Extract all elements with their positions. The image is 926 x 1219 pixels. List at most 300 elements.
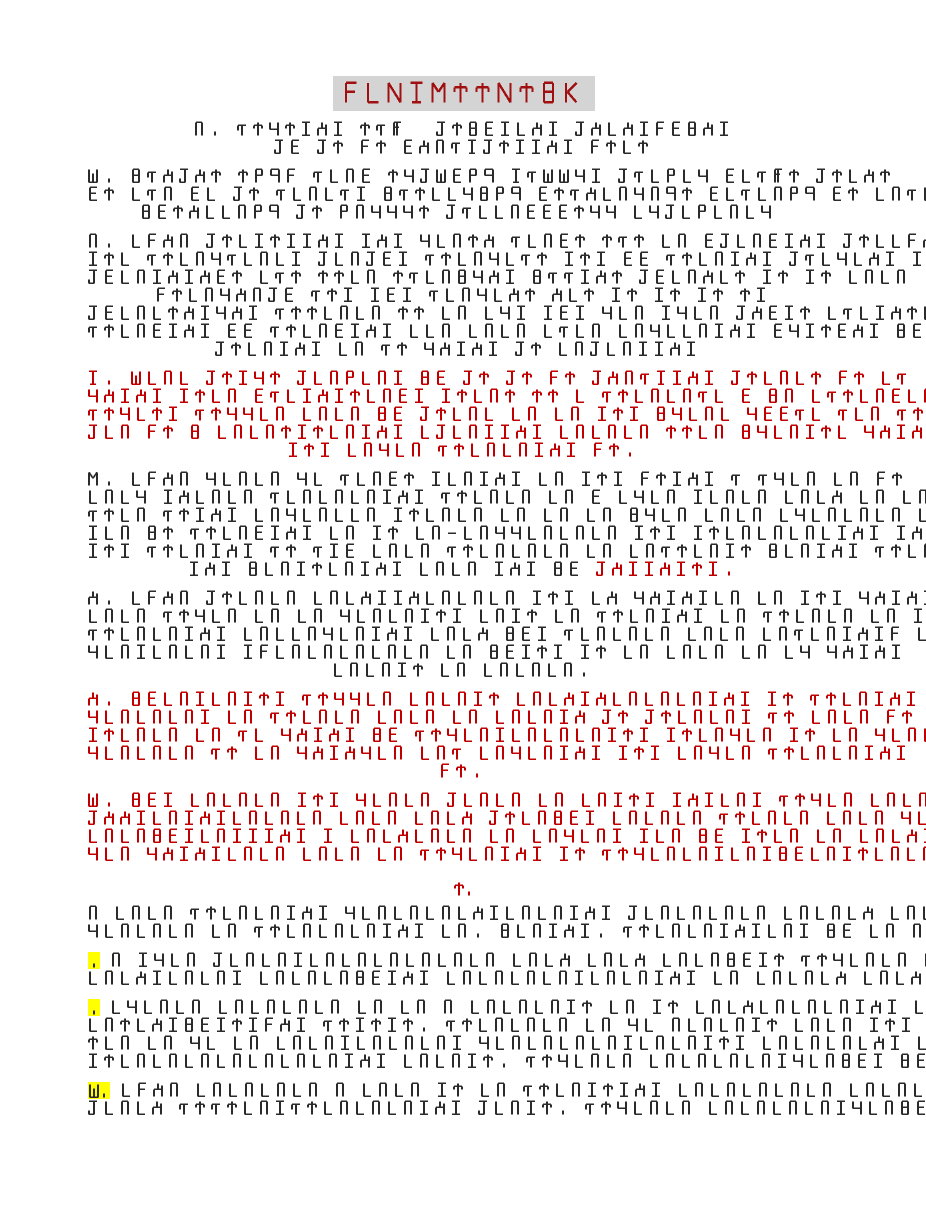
glyph-token <box>489 810 499 826</box>
glyph-token <box>232 970 242 986</box>
glyph-token <box>340 186 350 202</box>
glyph-token <box>735 1035 745 1051</box>
glyph-token <box>205 561 215 577</box>
glyph-token <box>381 662 391 678</box>
glyph-token <box>457 489 467 505</box>
glyph-token <box>318 233 328 249</box>
glyph-token <box>184 970 194 986</box>
glyph-token <box>195 727 205 743</box>
glyph-token <box>184 626 194 642</box>
word-space <box>682 489 693 490</box>
glyph-token <box>440 341 450 357</box>
word-space <box>816 305 827 306</box>
glyph-token <box>644 691 654 707</box>
glyph-token <box>318 406 328 422</box>
glyph-token <box>152 970 162 986</box>
glyph-token <box>483 139 493 155</box>
glyph-token <box>618 709 628 725</box>
word-space <box>398 323 409 324</box>
word-space <box>541 287 552 288</box>
glyph-token <box>227 923 237 939</box>
glyph-token <box>370 287 380 303</box>
glyph-token <box>147 233 157 249</box>
glyph-token <box>681 1053 691 1069</box>
glyph-token <box>120 828 130 844</box>
glyph-token <box>366 828 376 844</box>
glyph-token <box>874 626 884 642</box>
glyph-token <box>415 525 425 541</box>
glyph-token <box>773 186 783 202</box>
glyph-token <box>345 543 355 559</box>
word-space <box>885 323 896 324</box>
glyph-token <box>602 709 612 725</box>
glyph-token <box>131 233 141 249</box>
glyph-token <box>629 608 639 624</box>
glyph-token <box>698 424 708 440</box>
glyph-token <box>875 644 885 660</box>
glyph-token <box>833 952 843 968</box>
glyph-token <box>581 471 591 487</box>
glyph-token <box>811 388 821 404</box>
word-space <box>532 305 543 306</box>
word-space <box>435 204 446 205</box>
glyph-token <box>559 709 569 725</box>
glyph-token <box>627 287 637 303</box>
glyph-token <box>881 952 891 968</box>
glyph-token <box>880 168 890 184</box>
glyph-token <box>493 287 503 303</box>
glyph-token <box>446 204 456 220</box>
glyph-token <box>216 626 226 642</box>
glyph-token <box>318 323 328 339</box>
glyph-token <box>404 608 414 624</box>
glyph-token <box>628 810 638 826</box>
glyph-token <box>532 923 542 939</box>
glyph-token <box>136 970 146 986</box>
glyph-token <box>457 923 467 939</box>
title-letter-space <box>490 81 497 82</box>
glyph-token <box>767 810 777 826</box>
glyph-token <box>827 709 837 725</box>
glyph-token <box>560 952 570 968</box>
glyph-token <box>805 727 815 743</box>
glyph-token <box>623 1035 633 1051</box>
text-line <box>88 424 840 442</box>
glyph-token <box>206 233 216 249</box>
glyph-token <box>232 810 242 826</box>
title-glyph <box>409 81 424 105</box>
glyph-token <box>218 999 228 1015</box>
glyph-token <box>345 745 355 761</box>
glyph-token <box>907 828 917 844</box>
glyph-token <box>559 424 569 440</box>
glyph-token <box>628 561 638 577</box>
glyph-token <box>395 442 405 458</box>
glyph-token <box>740 287 750 303</box>
glyph-token <box>564 626 574 642</box>
glyph-token <box>709 305 719 321</box>
glyph-token <box>152 269 162 285</box>
glyph-token <box>902 792 912 808</box>
word-space <box>575 507 586 508</box>
glyph-token <box>794 846 804 862</box>
word-space <box>501 952 512 953</box>
glyph-token <box>468 846 478 862</box>
glyph-token <box>580 828 590 844</box>
glyph-token <box>745 1053 755 1069</box>
glyph-token <box>719 1017 729 1033</box>
glyph-token <box>309 952 319 968</box>
glyph-token <box>334 489 344 505</box>
glyph-token <box>858 691 868 707</box>
word-space <box>232 626 243 627</box>
glyph-token <box>585 905 595 921</box>
glyph-token <box>88 590 98 606</box>
glyph-token <box>445 287 455 303</box>
glyph-token <box>441 269 451 285</box>
word-space <box>918 709 926 710</box>
glyph-token <box>478 626 488 642</box>
glyph-token <box>564 269 574 285</box>
glyph-token <box>784 489 794 505</box>
glyph-token <box>313 745 323 761</box>
glyph-token <box>387 204 397 220</box>
glyph-token <box>339 644 349 660</box>
glyph-token <box>317 139 327 155</box>
glyph-token <box>104 590 114 606</box>
glyph-token <box>136 608 146 624</box>
glyph-token <box>574 1053 584 1069</box>
glyph-token <box>302 923 312 939</box>
glyph-token <box>298 999 308 1015</box>
word-space <box>472 662 483 663</box>
glyph-token <box>634 590 644 606</box>
glyph-token <box>88 1017 98 1033</box>
glyph-token <box>532 590 542 606</box>
letter-space <box>907 370 913 371</box>
glyph-token <box>425 590 435 606</box>
glyph-token <box>859 644 869 660</box>
paragraph-para-2 <box>88 168 840 222</box>
glyph-token <box>334 388 344 404</box>
glyph-token <box>816 828 826 844</box>
glyph-token <box>243 543 253 559</box>
glyph-token <box>484 168 494 184</box>
glyph-token <box>184 709 194 725</box>
glyph-token <box>436 168 446 184</box>
word-space <box>623 590 634 591</box>
glyph-token <box>393 269 403 285</box>
glyph-token <box>313 608 323 624</box>
glyph-token <box>799 905 809 921</box>
word-space <box>655 424 666 425</box>
word-space <box>698 186 709 187</box>
text-line <box>88 1053 840 1071</box>
glyph-token <box>537 251 547 267</box>
text-line <box>88 305 840 323</box>
glyph-token <box>463 186 473 202</box>
glyph-token <box>811 370 821 386</box>
glyph-token <box>606 204 616 220</box>
glyph-token <box>479 745 489 761</box>
glyph-token <box>254 608 264 624</box>
glyph-token <box>245 952 255 968</box>
word-space <box>901 251 912 252</box>
glyph-token <box>163 1035 173 1051</box>
glyph-token <box>645 709 655 725</box>
word-space <box>890 810 901 811</box>
glyph-token <box>736 507 746 523</box>
glyph-token <box>875 305 885 321</box>
glyph-token <box>111 952 121 968</box>
glyph-token <box>483 662 493 678</box>
glyph-token <box>104 168 114 184</box>
glyph-token <box>859 828 869 844</box>
glyph-token <box>441 251 451 267</box>
glyph-token <box>611 287 621 303</box>
glyph-token <box>645 608 655 624</box>
glyph-token <box>591 727 601 743</box>
glyph-token <box>650 168 660 184</box>
glyph-token <box>88 323 98 339</box>
glyph-token <box>329 745 339 761</box>
glyph-token <box>254 905 264 921</box>
glyph-token <box>880 269 890 285</box>
glyph-token <box>318 905 328 921</box>
glyph-token <box>120 507 130 523</box>
glyph-token <box>152 828 162 844</box>
glyph-token <box>286 905 296 921</box>
glyph-token <box>236 287 246 303</box>
glyph-token <box>532 269 542 285</box>
glyph-token <box>526 204 536 220</box>
glyph-token <box>355 626 365 642</box>
glyph-token <box>127 999 137 1015</box>
glyph-token <box>152 1053 162 1069</box>
glyph-token <box>542 1017 552 1033</box>
word-space <box>853 424 864 425</box>
text-line <box>88 828 840 846</box>
glyph-token <box>874 691 884 707</box>
word-space <box>500 233 511 234</box>
text-line <box>88 810 840 828</box>
glyph-token <box>509 287 519 303</box>
glyph-token <box>859 305 869 321</box>
glyph-token <box>511 543 521 559</box>
glyph-token <box>88 709 98 725</box>
glyph-token <box>634 305 644 321</box>
word-space <box>827 370 838 371</box>
glyph-token <box>875 828 885 844</box>
glyph-token <box>281 424 291 440</box>
glyph-token <box>441 388 451 404</box>
word-space <box>489 923 500 924</box>
glyph-token <box>500 507 510 523</box>
glyph-token <box>806 471 816 487</box>
glyph-token <box>543 1035 553 1051</box>
glyph-token <box>784 233 794 249</box>
word-space <box>291 406 302 407</box>
glyph-token <box>452 168 462 184</box>
word-space <box>152 608 163 609</box>
paragraph-para-1 <box>88 121 840 157</box>
glyph-token <box>400 999 410 1015</box>
word-space <box>136 525 147 526</box>
glyph-token <box>424 341 434 357</box>
letter-space <box>922 323 926 324</box>
word-space <box>409 370 420 371</box>
glyph-token <box>682 388 692 404</box>
word-space <box>586 406 597 407</box>
glyph-token <box>606 139 616 155</box>
glyph-token <box>452 709 462 725</box>
glyph-token <box>259 406 269 422</box>
glyph-token <box>767 923 777 939</box>
glyph-token <box>270 792 280 808</box>
word-space <box>903 999 914 1000</box>
word-space <box>195 471 206 472</box>
glyph-token <box>863 970 873 986</box>
word-space <box>327 341 338 342</box>
glyph-token <box>414 810 424 826</box>
glyph-token <box>584 287 594 303</box>
letter-space <box>589 662 595 663</box>
glyph-token <box>329 590 339 606</box>
word-space <box>773 644 784 645</box>
glyph-token <box>168 1017 178 1033</box>
glyph-token <box>345 727 355 743</box>
glyph-token <box>393 406 403 422</box>
glyph-token <box>333 121 343 137</box>
glyph-token <box>758 952 768 968</box>
glyph-token <box>795 406 805 422</box>
glyph-token <box>570 406 580 422</box>
glyph-token <box>559 323 569 339</box>
glyph-token <box>500 923 510 939</box>
glyph-token <box>784 745 794 761</box>
glyph-token <box>596 626 606 642</box>
glyph-token <box>254 233 264 249</box>
glyph-token <box>623 121 633 137</box>
glyph-token <box>800 644 810 660</box>
glyph-token <box>591 525 601 541</box>
glyph-token <box>783 905 793 921</box>
glyph-token <box>660 691 670 707</box>
glyph-token <box>837 323 847 339</box>
glyph-token <box>538 792 548 808</box>
glyph-token <box>807 999 817 1015</box>
glyph-token <box>650 525 660 541</box>
glyph-token <box>625 999 635 1015</box>
glyph-token <box>559 305 569 321</box>
glyph-token <box>120 923 130 939</box>
glyph-token <box>216 970 226 986</box>
glyph-token <box>200 970 210 986</box>
glyph-token <box>229 952 239 968</box>
glyph-token <box>740 905 750 921</box>
glyph-token <box>645 792 655 808</box>
glyph-token <box>816 543 826 559</box>
glyph-token <box>870 406 880 422</box>
word-space <box>730 644 741 645</box>
glyph-token <box>104 543 114 559</box>
glyph-token <box>869 323 879 339</box>
title-glyph <box>519 81 534 105</box>
glyph-token <box>227 507 237 523</box>
glyph-token <box>865 952 875 968</box>
glyph-token <box>532 691 542 707</box>
text-line <box>88 792 840 810</box>
glyph-token <box>574 970 584 986</box>
glyph-token <box>758 471 768 487</box>
word-space <box>543 608 554 609</box>
word-space <box>634 709 645 710</box>
glyph-token <box>649 1053 659 1069</box>
title-letter-space <box>578 81 585 82</box>
glyph-token <box>870 608 880 624</box>
glyph-token <box>886 608 896 624</box>
glyph-token <box>672 471 682 487</box>
marker-space <box>100 999 111 1000</box>
word-space <box>864 727 875 728</box>
glyph-token <box>704 233 714 249</box>
word-space <box>286 471 297 472</box>
glyph-token <box>468 424 478 440</box>
glyph-token <box>607 1035 617 1051</box>
word-space <box>361 543 372 544</box>
word-space <box>879 905 890 906</box>
glyph-token <box>875 727 885 743</box>
glyph-token <box>211 846 221 862</box>
glyph-token <box>366 323 376 339</box>
glyph-token <box>596 561 606 577</box>
glyph-token <box>377 233 387 249</box>
text-line <box>88 471 840 489</box>
word-space <box>136 846 147 847</box>
glyph-token <box>843 792 853 808</box>
glyph-token <box>666 727 676 743</box>
glyph-token <box>624 370 634 386</box>
glyph-token <box>731 370 741 386</box>
glyph-token <box>222 370 232 386</box>
glyph-token <box>521 644 531 660</box>
glyph-token <box>88 370 98 386</box>
glyph-token <box>843 305 853 321</box>
glyph-token <box>419 970 429 986</box>
glyph-token <box>345 370 355 386</box>
glyph-token <box>104 727 114 743</box>
glyph-token <box>136 305 146 321</box>
glyph-token <box>839 999 849 1015</box>
glyph-token <box>356 608 366 624</box>
glyph-token <box>805 251 815 267</box>
glyph-token <box>398 489 408 505</box>
glyph-token <box>901 810 911 826</box>
glyph-token <box>350 251 360 267</box>
glyph-token <box>280 828 290 844</box>
word-space <box>339 828 350 829</box>
glyph-token <box>195 507 205 523</box>
word-space <box>436 543 447 544</box>
glyph-token <box>833 471 843 487</box>
word-space <box>651 952 662 953</box>
glyph-token <box>323 644 333 660</box>
word-space <box>643 287 654 288</box>
glyph-token <box>325 952 335 968</box>
glyph-token <box>591 323 601 339</box>
text-line <box>88 745 840 763</box>
glyph-token <box>891 388 901 404</box>
